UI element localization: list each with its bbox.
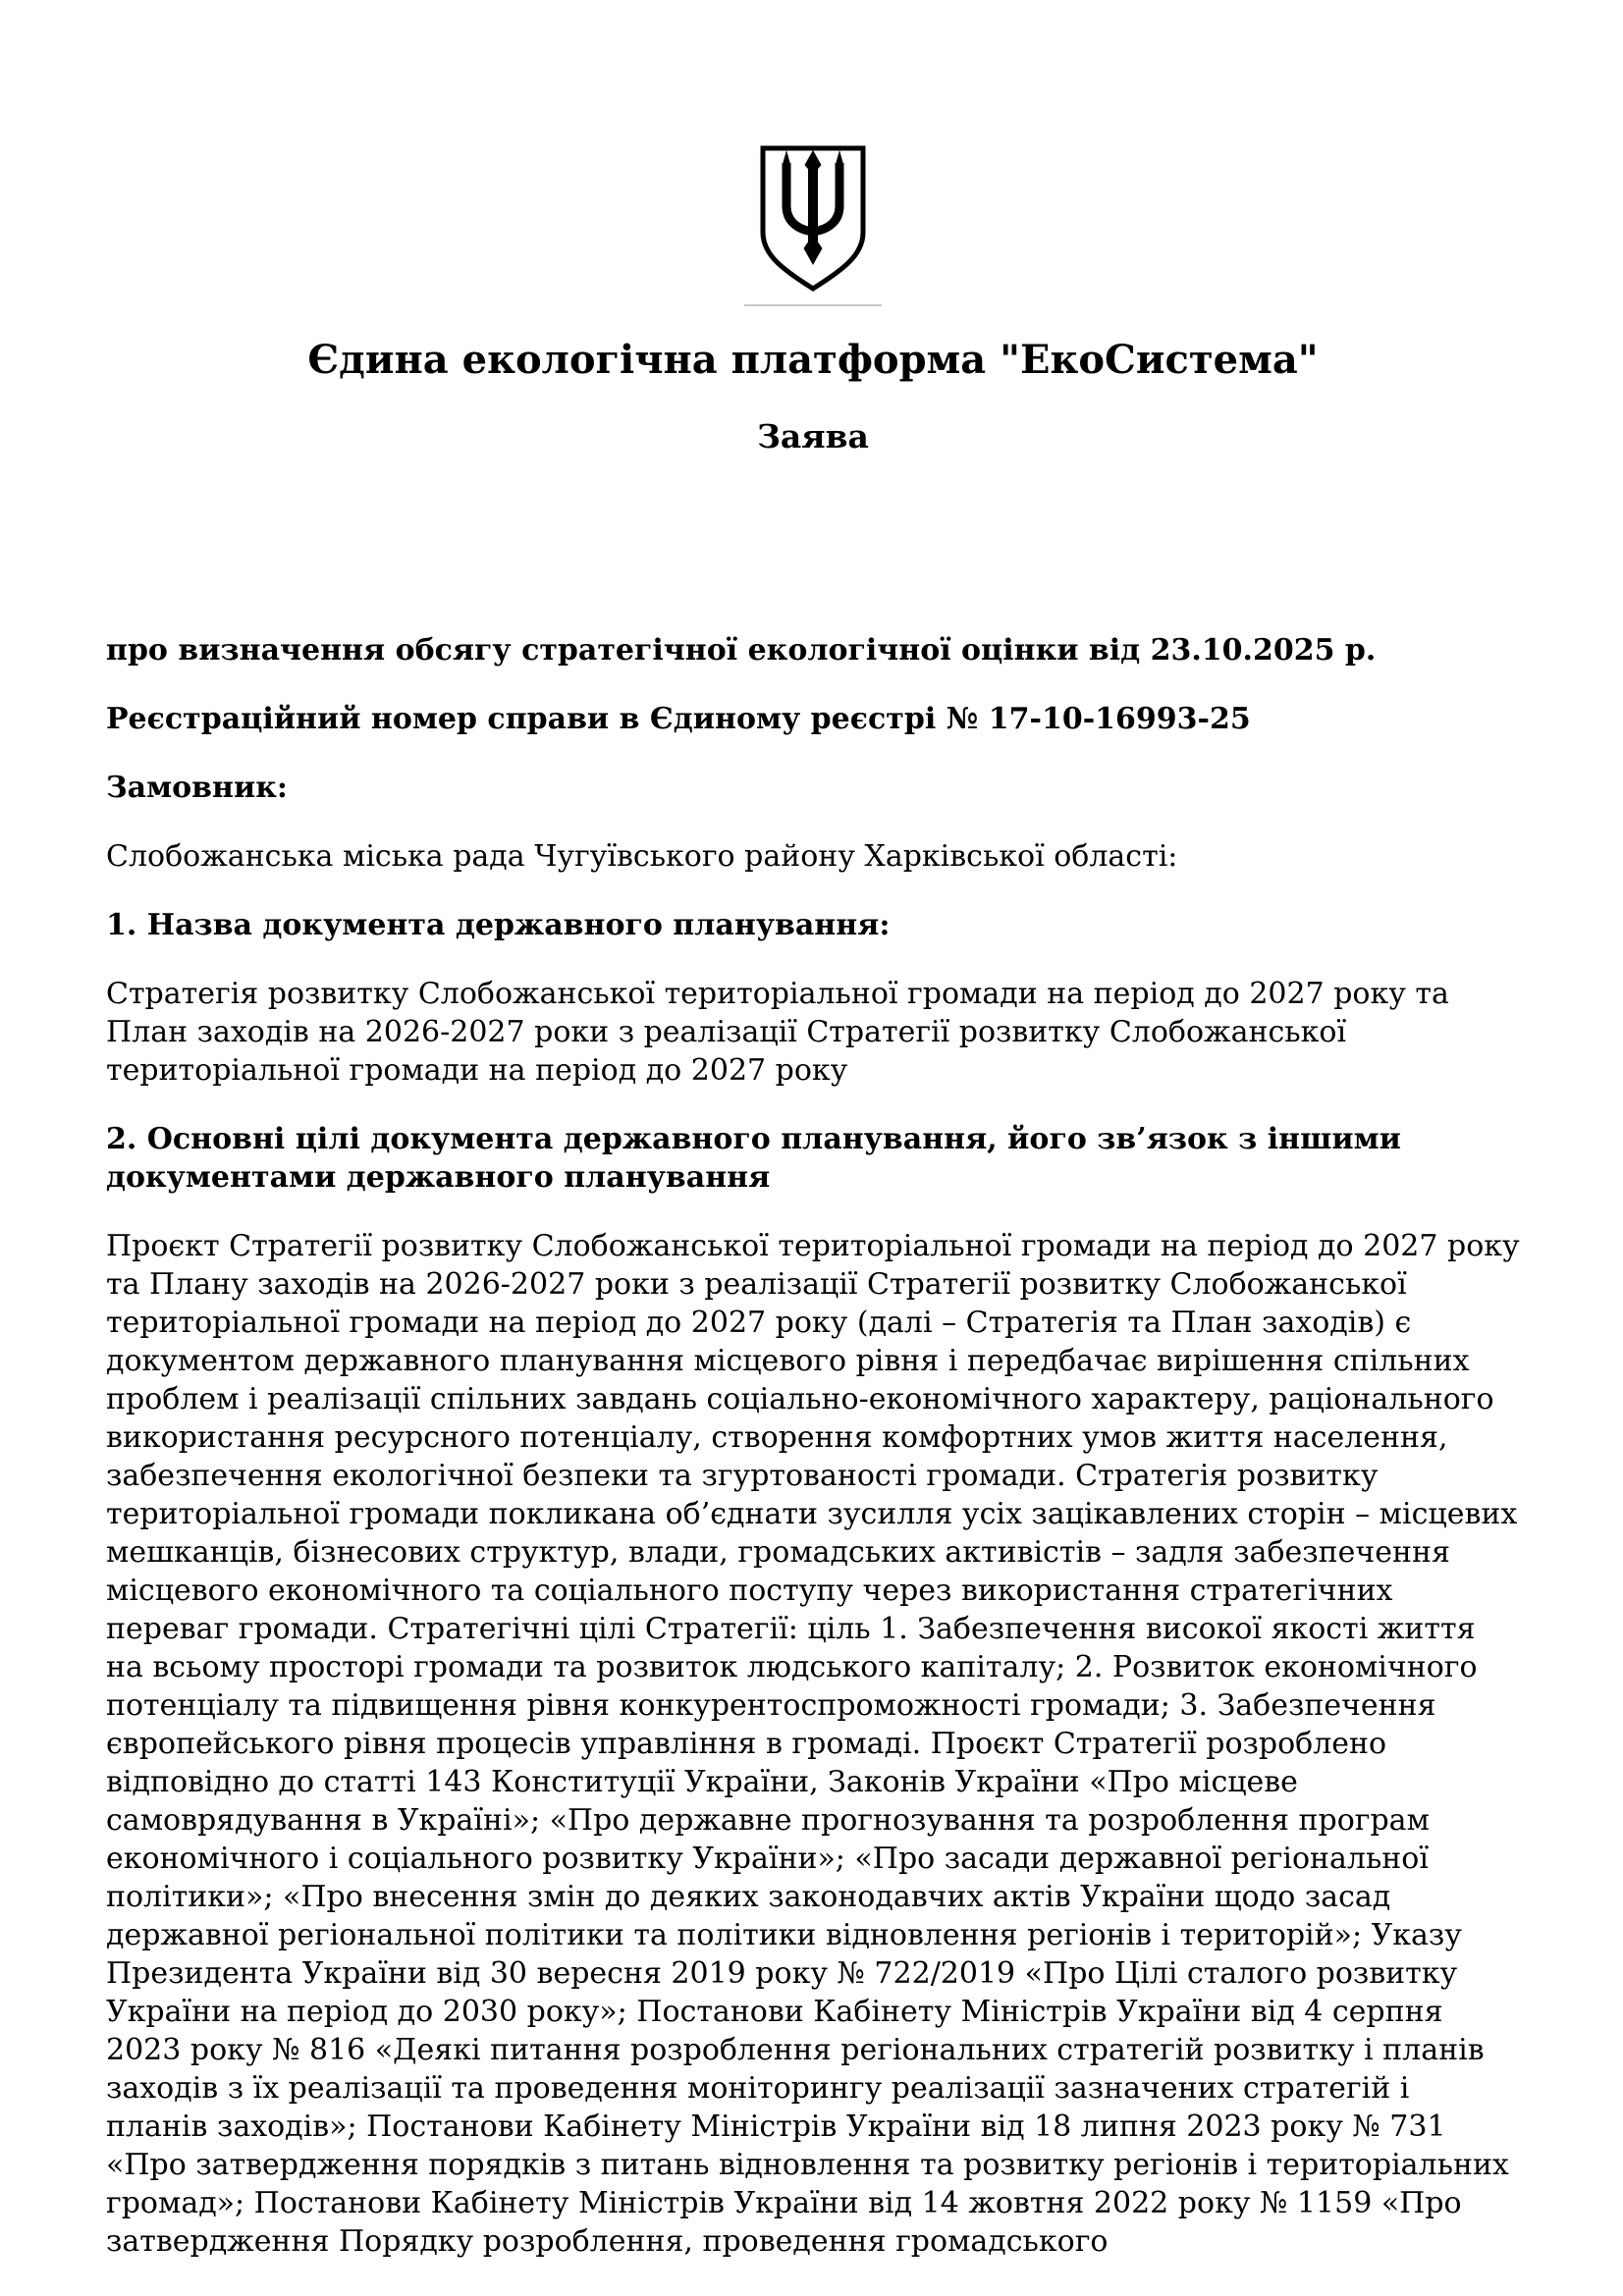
document-header <box>106 144 1520 456</box>
applicant-value: Слобожанська міська рада Чугуївського району Харківської області: <box>106 839 1178 874</box>
document-body <box>106 631 1520 2261</box>
section-1-heading: 1. Назва документа державного планування: <box>106 908 891 942</box>
ukraine-trident-emblem-icon <box>758 144 868 293</box>
emblem-divider <box>744 304 882 306</box>
subject-line: про визначення обсягу стратегічної екологічної оцінки від 23.10.2025 р. <box>106 633 1377 667</box>
section-2-heading: 2. Основні цілі документа державного планування, його зв’язок з іншими документами державного планування <box>106 1122 1401 1195</box>
applicant-label: Замовник: <box>106 771 288 805</box>
section-2-body: Проєкт Стратегії розвитку Слобожанської територіальної громади на період до 2027 року та Плану заходів на 2026-2027 роки з реалізації Стратегії розвитку Слобожанської територіальної громади на період до 2027 року (далі – Стратегія та План заходів) є документом державного планування місцевого рівня і передбачає вирішення спільних проблем і реалізації спільних завдань соціально-економічного характеру, раціонального використання ресурсного потенціалу, створення комфортних умов життя населення, забезпечення екологічної безпеки та згуртованості громади. Стратегія розвитку територіальної громади покликана об’єднати зусилля усіх зацікавлених сторін – місцевих мешканців, бізнесових структур, влади, громадських активістів – задля забезпечення місцевого економічного та соціального поступу через використання стратегічних переваг громади. Стратегічні цілі Стратегії: ціль 1. Забезпечення високої якості життя на всьому просторі громади та розвиток людського капіталу; 2. Розвиток економічного потенціалу та підвищення рівня конкурентоспроможності громади; 3. Забезпечення європейського рівня процесів управління в громаді. Проєкт Стратегії розроблено відповідно до статті 143 Конституції України, Законів України «Про місцеве самоврядування в Україні»; «Про державне прогнозування та розроблення програм економічного і соціального розвитку України»; «Про засади державної регіональної політики»; «Про внесення змін до деяких законодавчих актів України щодо засад державної регіональної політики та політики відновлення регіонів і територій»; Указу Президента України від 30 вересня 2019 року № 722/2019 «Про Цілі сталого розвитку України на період до 2030 року»; Постанови Кабінету Міністрів України від 4 серпня 2023 року № 816 «Деякі питання розроблення регіональних стратегій розвитку і планів заходів з їх реалізації та проведення моніторингу реалізації зазначених стратегій і планів заходів»; Постанови Кабінету Міністрів України від 18 липня 2023 року № 731 «Про затвердження порядків з питань відновлення та розвитку регіонів і територіальних громад»; Постанови Кабінету Міністрів України від 14 жовтня 2022 року № 1159 «Про затвердження Порядку розроблення, проведення громадського <box>106 1229 1520 2259</box>
registration-number-line: Реєстраційний номер справи в Єдиному реєстрі № 17-10-16993-25 <box>106 702 1251 736</box>
platform-title: Єдина екологічна платформа "ЕкоСистема" <box>307 337 1319 383</box>
document-type-title: Заява <box>757 417 869 455</box>
section-1-body: Стратегія розвитку Слобожанської територіальної громади на період до 2027 року та План заходів на 2026-2027 роки з реалізації Стратегії розвитку Слобожанської територіальної громади на період до 2027 року <box>106 977 1449 1088</box>
